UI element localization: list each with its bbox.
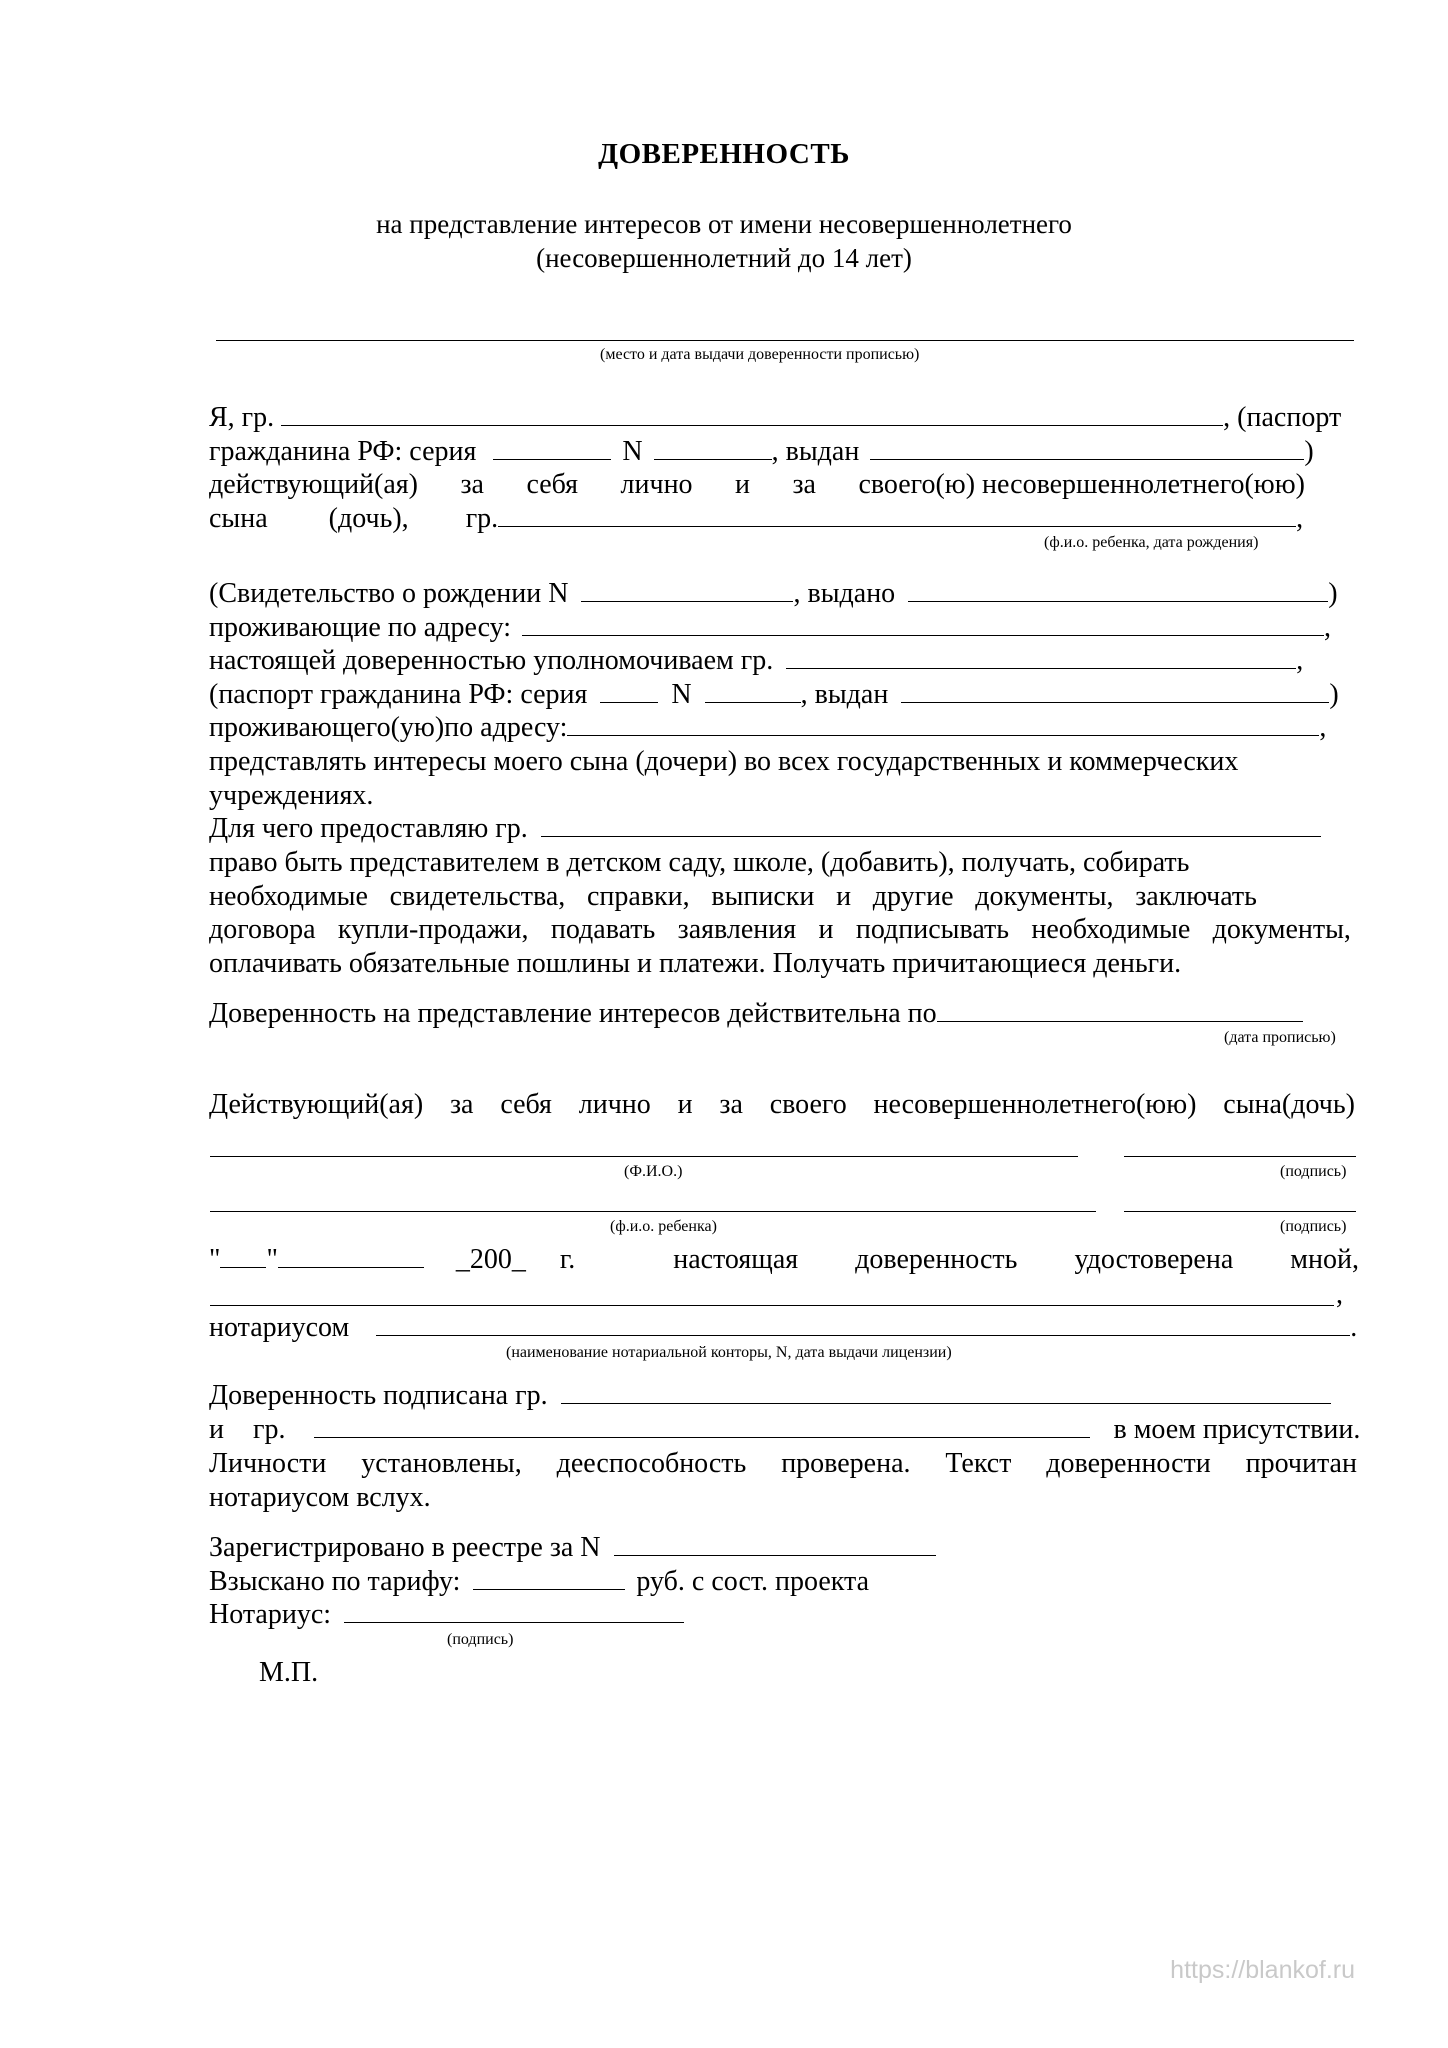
notary-extra-line[interactable] xyxy=(210,1305,1334,1306)
document-subtitle xyxy=(0,207,1448,275)
notary-office-line: нотариусом . xyxy=(209,1312,1358,1343)
child-fio-line[interactable] xyxy=(210,1211,1096,1212)
day-field[interactable] xyxy=(220,1245,266,1268)
grantor-fio-line[interactable] xyxy=(210,1156,1078,1157)
notary-signature-field[interactable] xyxy=(344,1600,684,1623)
tariff-amount-field[interactable] xyxy=(473,1567,625,1590)
second-signer-field[interactable] xyxy=(314,1415,1090,1438)
birth-cert-issued-field[interactable] xyxy=(908,579,1328,602)
month-field[interactable] xyxy=(278,1245,424,1268)
caption-notary-office: (наименование нотариальной конторы, N, дата выдачи лицензии) xyxy=(506,1344,952,1361)
child-signature-line[interactable] xyxy=(1124,1211,1356,1212)
p2-line-8: Для чего предоставляю гр. xyxy=(209,812,1359,846)
registry-number-field[interactable] xyxy=(614,1533,936,1556)
caption-place-date: (место и дата выдачи доверенности прописью) xyxy=(600,346,920,363)
tariff-line: Взыскано по тарифу: руб. с сост. проекта xyxy=(209,1566,870,1597)
p2-line-10: необходимые свидетельства, справки, выписки и другие документы, заключать xyxy=(209,881,1257,912)
seal-placeholder: М.П. xyxy=(259,1657,319,1688)
p2-line-3: настоящей доверенностью уполномочиваем гр. , xyxy=(209,645,1304,676)
grantor-name-field[interactable] xyxy=(281,403,1223,426)
p2-line-1: (Свидетельство о рождении N , выдано ) xyxy=(209,578,1338,609)
validity-line: Доверенность на представление интересов действительна по xyxy=(209,997,1359,1031)
registry-line: Зарегистрировано в реестре за N xyxy=(209,1531,1359,1565)
representative-name-field[interactable] xyxy=(786,646,1296,669)
caption-fio: (Ф.И.О.) xyxy=(624,1163,683,1180)
signed-by-line: Доверенность подписана гр. xyxy=(209,1379,1359,1413)
rep-address-field[interactable] xyxy=(567,713,1319,736)
notary-comma: , xyxy=(1336,1279,1343,1310)
p2-line-5: проживающего(ую)по адресу: , xyxy=(209,712,1327,743)
passport-series-field[interactable] xyxy=(493,437,611,460)
watermark-link[interactable]: https://blankof.ru xyxy=(1170,1956,1355,1984)
read-aloud-line: нотариусом вслух. xyxy=(209,1482,431,1513)
signature-intro-line: Действующий(ая) за себя лично и за своего несовершеннолетнего(юю) сына(дочь) xyxy=(209,1089,1355,1120)
caption-notary-signature: (подпись) xyxy=(447,1631,514,1648)
caption-date-words: (дата прописью) xyxy=(1224,1029,1336,1046)
document-title: ДОВЕРЕННОСТЬ xyxy=(598,138,850,170)
notary-office-field[interactable] xyxy=(376,1313,1350,1336)
address-field[interactable] xyxy=(522,613,1324,636)
p1-line-3: действующий(ая) за себя лично и за своего(ю) несовершеннолетнего(юю) xyxy=(209,469,1305,500)
child-name-field[interactable] xyxy=(498,504,1296,527)
rep-passport-series-field[interactable] xyxy=(600,680,658,703)
and-line: и гр. в моем присутствии. xyxy=(209,1414,1361,1445)
caption-signature-1: (подпись) xyxy=(1280,1163,1347,1180)
passport-number-field[interactable] xyxy=(654,437,772,460)
caption-child-name: (ф.и.о. ребенка, дата рождения) xyxy=(1044,534,1259,551)
rep-passport-number-field[interactable] xyxy=(705,680,801,703)
p2-line-2: проживающие по адресу: , xyxy=(209,612,1332,643)
p2-line-12: оплачивать обязательные пошлины и платежи. Получать причитающиеся деньги. xyxy=(209,948,1182,979)
p2-line-7: учреждениях. xyxy=(209,780,374,811)
grantor-signature-line[interactable] xyxy=(1124,1156,1356,1157)
notary-date-line: " " _200_ г. настоящая доверенность удостоверена мной, xyxy=(209,1244,1359,1275)
subtitle-line-1: на представление интересов от имени несовершеннолетнего xyxy=(376,209,1072,239)
passport-issued-field[interactable] xyxy=(870,437,1304,460)
place-date-line[interactable] xyxy=(216,340,1354,341)
birth-cert-number-field[interactable] xyxy=(581,579,793,602)
caption-child-fio: (ф.и.о. ребенка) xyxy=(610,1218,717,1235)
p2-line-9: право быть представителем в детском саду, школе, (добавить), получать, собирать xyxy=(209,847,1190,878)
p2-line-6: представлять интересы моего сына (дочери) во всех государственных и коммерческих xyxy=(209,746,1239,777)
p1-line-4: сына (дочь), гр. , xyxy=(209,503,1304,534)
identity-line: Личности установлены, дееспособность проверена. Текст доверенности прочитан xyxy=(209,1448,1357,1479)
p2-line-4: (паспорт гражданина РФ: серия N , выдан ) xyxy=(209,679,1339,710)
rep-passport-issued-field[interactable] xyxy=(901,680,1329,703)
signed-by-field[interactable] xyxy=(561,1381,1331,1404)
caption-signature-2: (подпись) xyxy=(1280,1218,1347,1235)
p1-line-1: Я, гр. , (паспорт xyxy=(209,402,1342,433)
p2-line-11: договора купли-продажи, подавать заявления и подписывать необходимые документы, xyxy=(209,914,1351,945)
year-field[interactable]: _200_ xyxy=(455,1244,526,1275)
p1-line-2: гражданина РФ: серия N , выдан ) xyxy=(209,436,1314,467)
validity-date-field[interactable] xyxy=(937,999,1303,1022)
notary-sign-line: Нотариус: xyxy=(209,1598,1359,1632)
subtitle-line-2: (несовершеннолетний до 14 лет) xyxy=(536,243,912,273)
grantee-name-field[interactable] xyxy=(541,814,1321,837)
